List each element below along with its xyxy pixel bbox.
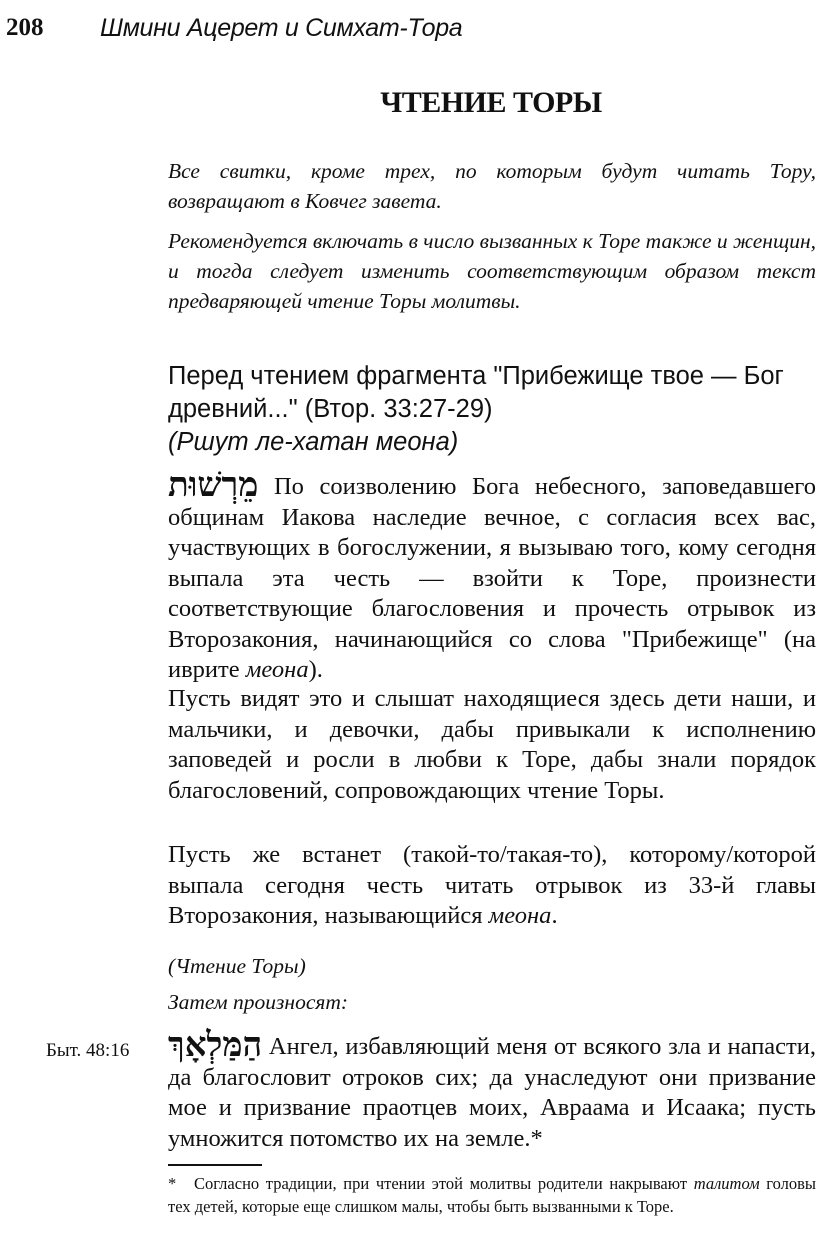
footnote-text-after: головы тех детей, которые еще слишком малы, чтобы быть вызванными к Торе.: [168, 1174, 817, 1216]
footnote: [168, 1172, 816, 1218]
running-title: Шмини Ацерет и Симхат-Тора: [100, 14, 463, 42]
paragraph-3-end: .: [551, 902, 558, 929]
footnote-italic: талитом: [693, 1174, 760, 1193]
paragraph-3-text: Пусть же встанет (такой-то/такая-то), которому/которой выпала сегодня честь читать отрывок из 33-й главы Второзакония, называющийся: [168, 841, 816, 929]
subheading: [168, 360, 816, 459]
subheading-line2: (Ршут ле-хатан меона): [168, 428, 459, 456]
paragraph-1-end: ).: [308, 656, 323, 683]
paragraph-4: [168, 1025, 817, 1154]
subheading-line1: Перед чтением фрагмента "Прибежище твое — Бог древний..." (Втор. 33:27-29): [168, 362, 784, 423]
paragraph-1-italic: меона: [245, 656, 309, 683]
paragraph-4-text: Ангел, избавляющий меня от всякого зла и напасти, да благословит отроков сих; да унаследуют они призвание мое и призвание праотцев моих, Авраама и Исаака; пусть умножится потомство их на земле.*: [168, 1033, 817, 1152]
paragraph-1-text: По соизволению Бога небесного, заповедавшего общинам Иакова наследие вечное, с согласия всех вас, участвующих в богослужении, я вызываю того, кому сегодня выпала эта честь — взойти к Торе, произнести соответствующие благословения и прочесть отрывок из Второзакония, начинающийся со слова "Прибежище" (на иврите: [168, 473, 817, 683]
footnote-divider: [168, 1164, 262, 1166]
instruction-1: Все свитки, кроме трех, по которым будут читать Тору, возвращают в Ковчег завета.: [168, 159, 816, 213]
footnote-marker: *: [168, 1174, 177, 1193]
paragraph-3-italic: меона: [488, 902, 552, 929]
instruction-2: Рекомендуется включать в число вызванных к Торе также и женщин, и тогда следует изменить соответствующим образом текст предваряющей чтение Торы молитвы.: [168, 229, 816, 313]
margin-reference: Быт. 48:16: [46, 1040, 130, 1061]
section-title: ЧТЕНИЕ ТОРЫ: [380, 86, 602, 119]
paragraph-3: [168, 840, 816, 932]
hebrew-opening-word: מֵרְשׁוּת: [168, 465, 259, 505]
paragraph-2: Пусть видят это и слышат находящиеся здесь дети наши, и мальчики, и девочки, дабы привыкали к исполнению заповедей и росли в любви к Торе, дабы знали порядок благословений, сопровождающих чтение Торы.: [168, 685, 816, 804]
paragraph-1: [168, 465, 817, 686]
page-number: 208: [6, 14, 44, 41]
hebrew-opening-word-2: הַמַּלְאָךְ: [168, 1025, 263, 1065]
rubric-reading: (Чтение Торы): [168, 954, 306, 978]
rubric-then: Затем произносят:: [168, 990, 349, 1014]
footnote-text-before: Согласно традиции, при чтении этой молитвы родители накрывают: [194, 1174, 694, 1193]
